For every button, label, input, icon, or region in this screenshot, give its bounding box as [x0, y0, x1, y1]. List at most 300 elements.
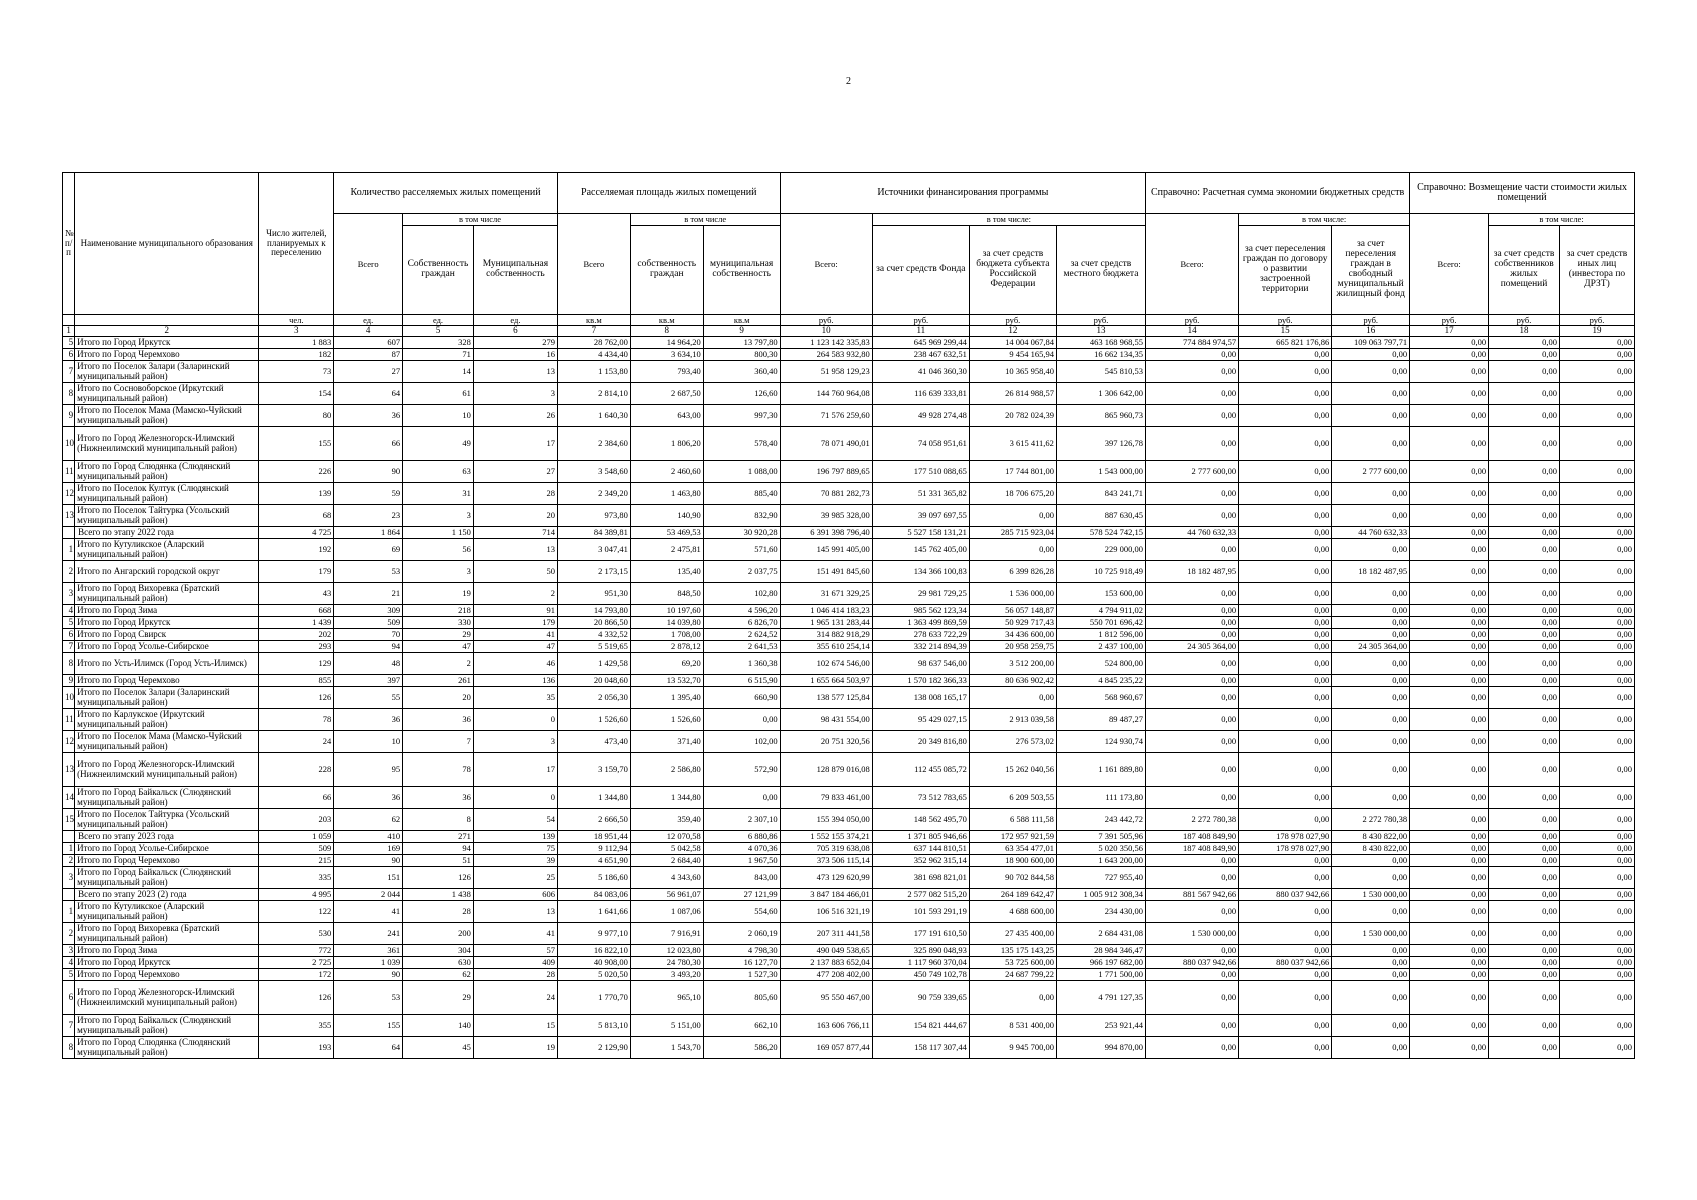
header-savings-total: Всего:	[1146, 214, 1239, 315]
value-cell: 78	[259, 709, 334, 731]
value-cell: 20	[473, 505, 557, 527]
value-cell: 0,00	[1410, 787, 1489, 809]
value-cell: 53 725 600,00	[969, 957, 1056, 969]
value-cell: 0,00	[1410, 427, 1489, 461]
value-cell: 0,00	[1559, 957, 1634, 969]
table-row	[63, 539, 1635, 561]
value-cell: 48	[334, 653, 403, 675]
value-cell: 18 182 487,95	[1332, 561, 1410, 583]
row-number: 10	[63, 687, 75, 709]
value-cell: 0,00	[1146, 1037, 1239, 1059]
value-cell: 2 814,10	[557, 383, 630, 405]
column-number: 9	[703, 326, 780, 337]
value-cell: 24	[473, 981, 557, 1015]
value-cell: 90 702 844,58	[969, 867, 1056, 889]
value-cell: 45	[403, 1037, 474, 1059]
value-cell: 14 793,80	[557, 605, 630, 617]
municipality-name: Итого по Город Зима	[75, 945, 259, 957]
value-cell: 0,00	[1489, 753, 1560, 787]
value-cell: 965,10	[630, 981, 703, 1015]
row-number: 4	[63, 605, 75, 617]
table-row	[63, 561, 1635, 583]
value-cell: 155	[259, 427, 334, 461]
value-cell: 172	[259, 969, 334, 981]
value-cell: 1 570 182 366,33	[872, 675, 969, 687]
value-cell: 0,00	[1146, 629, 1239, 641]
value-cell: 25	[473, 867, 557, 889]
value-cell: 607	[334, 337, 403, 349]
value-cell: 94	[403, 843, 474, 855]
value-cell: 463 168 968,55	[1056, 337, 1145, 349]
value-cell: 0,00	[1239, 383, 1332, 405]
value-cell: 109 063 797,71	[1332, 337, 1410, 349]
value-cell: 5 813,10	[557, 1015, 630, 1037]
value-cell: 4 798,30	[703, 945, 780, 957]
value-cell: 1 708,00	[630, 629, 703, 641]
row-number	[63, 527, 75, 539]
value-cell: 994 870,00	[1056, 1037, 1145, 1059]
value-cell: 106 516 321,19	[780, 901, 872, 923]
value-cell: 473,40	[557, 731, 630, 753]
value-cell: 0,00	[1559, 787, 1634, 809]
header-local-budget: за счет средств местного бюджета	[1056, 226, 1145, 315]
value-cell: 70	[334, 629, 403, 641]
header-count-total: Всего	[334, 214, 403, 315]
table-row	[63, 427, 1635, 461]
value-cell: 0,00	[1410, 981, 1489, 1015]
value-cell: 0,00	[1239, 923, 1332, 945]
value-cell: 0,00	[1332, 687, 1410, 709]
municipality-name: Итого по Сосновоборское (Иркутский муниципальный район)	[75, 383, 259, 405]
value-cell: 84 389,81	[557, 527, 630, 539]
value-cell: 200	[403, 923, 474, 945]
value-cell: 13	[473, 901, 557, 923]
row-number: 8	[63, 383, 75, 405]
value-cell: 0,00	[1239, 901, 1332, 923]
table-row	[63, 383, 1635, 405]
municipality-name: Итого по Город Байкальск (Слюдянский муниципальный район)	[75, 867, 259, 889]
value-cell: 0,00	[1146, 383, 1239, 405]
value-cell: 0,00	[1239, 653, 1332, 675]
value-cell: 264 189 642,47	[969, 889, 1056, 901]
value-cell: 71 576 259,60	[780, 405, 872, 427]
value-cell: 0,00	[1410, 605, 1489, 617]
value-cell: 241	[334, 923, 403, 945]
value-cell: 2 777 600,00	[1332, 461, 1410, 483]
value-cell: 0,00	[1410, 945, 1489, 957]
unit-cell: руб.	[1056, 315, 1145, 326]
value-cell: 3	[403, 505, 474, 527]
value-cell: 0,00	[1239, 539, 1332, 561]
value-cell: 55	[334, 687, 403, 709]
value-cell: 410	[334, 831, 403, 843]
value-cell: 0,00	[1410, 617, 1489, 629]
value-cell: 0,00	[1332, 753, 1410, 787]
value-cell: 0,00	[1146, 969, 1239, 981]
value-cell: 361	[334, 945, 403, 957]
value-cell: 0,00	[1489, 527, 1560, 539]
header-group-count: Количество расселяемых жилых помещений	[334, 173, 558, 214]
value-cell: 169 057 877,44	[780, 1037, 872, 1059]
unit-cell: чел.	[259, 315, 334, 326]
row-number	[63, 889, 75, 901]
row-number: 11	[63, 461, 75, 483]
value-cell: 660,90	[703, 687, 780, 709]
value-cell: 855	[259, 675, 334, 687]
value-cell: 1 643 200,00	[1056, 855, 1145, 867]
value-cell: 136	[473, 675, 557, 687]
value-cell: 148 562 495,70	[872, 809, 969, 831]
header-fund: за счет средств Фонда	[872, 226, 969, 315]
row-number: 11	[63, 709, 75, 731]
value-cell: 145 762 405,00	[872, 539, 969, 561]
value-cell: 102 674 546,00	[780, 653, 872, 675]
value-cell: 0,00	[1559, 809, 1634, 831]
value-cell: 0,00	[1489, 981, 1560, 1015]
value-cell: 0,00	[1239, 349, 1332, 361]
value-cell: 261	[403, 675, 474, 687]
value-cell: 0,00	[1146, 867, 1239, 889]
value-cell: 843 241,71	[1056, 483, 1145, 505]
value-cell: 2	[473, 583, 557, 605]
value-cell: 0,00	[1559, 831, 1634, 843]
value-cell: 8 430 822,00	[1332, 843, 1410, 855]
value-cell: 0,00	[1559, 461, 1634, 483]
value-cell: 0,00	[1239, 641, 1332, 653]
value-cell: 0,00	[703, 709, 780, 731]
value-cell: 0,00	[1410, 687, 1489, 709]
value-cell: 4 596,20	[703, 605, 780, 617]
municipality-name: Итого по Город Вихоревка (Братский муниципальный район)	[75, 583, 259, 605]
value-cell: 371,40	[630, 731, 703, 753]
value-cell: 0,00	[1410, 957, 1489, 969]
value-cell: 2 687,50	[630, 383, 703, 405]
value-cell: 1 429,58	[557, 653, 630, 675]
value-cell: 47	[473, 641, 557, 653]
row-number: 5	[63, 969, 75, 981]
table-row	[63, 787, 1635, 809]
row-number: 3	[63, 583, 75, 605]
value-cell: 0,00	[1559, 945, 1634, 957]
value-cell: 3 512 200,00	[969, 653, 1056, 675]
value-cell: 40 908,00	[557, 957, 630, 969]
value-cell: 2 307,10	[703, 809, 780, 831]
value-cell: 14 964,20	[630, 337, 703, 349]
table-row	[63, 855, 1635, 867]
value-cell: 0,00	[1410, 901, 1489, 923]
value-cell: 0,00	[1146, 945, 1239, 957]
value-cell: 95	[334, 753, 403, 787]
value-cell: 2 272 780,38	[1146, 809, 1239, 831]
value-cell: 793,40	[630, 361, 703, 383]
value-cell: 0,00	[1559, 981, 1634, 1015]
value-cell: 102,80	[703, 583, 780, 605]
value-cell: 1 543,70	[630, 1037, 703, 1059]
value-cell: 1 883	[259, 337, 334, 349]
value-cell: 0,00	[1410, 809, 1489, 831]
value-cell: 53	[334, 981, 403, 1015]
value-cell: 177 191 610,50	[872, 923, 969, 945]
value-cell: 0,00	[1410, 1015, 1489, 1037]
value-cell: 43	[259, 583, 334, 605]
value-cell: 1 770,70	[557, 981, 630, 1015]
value-cell: 0,00	[1332, 505, 1410, 527]
value-cell: 215	[259, 855, 334, 867]
value-cell: 0	[473, 709, 557, 731]
column-number: 5	[403, 326, 474, 337]
municipality-name: Итого по Город Черемхово	[75, 675, 259, 687]
value-cell: 140,90	[630, 505, 703, 527]
resettlement-table	[62, 172, 1635, 1059]
municipality-name: Итого по Усть-Илимск (Город Усть-Илимск)	[75, 653, 259, 675]
row-number: 7	[63, 641, 75, 653]
value-cell: 0,00	[1239, 981, 1332, 1015]
municipality-name: Итого по Город Зима	[75, 605, 259, 617]
value-cell: 0,00	[1239, 629, 1332, 641]
value-cell: 0,00	[1146, 427, 1239, 461]
value-cell: 352 962 315,14	[872, 855, 969, 867]
value-cell: 138 577 125,84	[780, 687, 872, 709]
table-row	[63, 641, 1635, 653]
value-cell: 2 129,90	[557, 1037, 630, 1059]
value-cell: 0,00	[1410, 653, 1489, 675]
value-cell: 0,00	[1410, 675, 1489, 687]
value-cell: 2 475,81	[630, 539, 703, 561]
value-cell: 41	[334, 901, 403, 923]
value-cell: 0,00	[1239, 483, 1332, 505]
municipality-name: Всего по этапу 2022 года	[75, 527, 259, 539]
value-cell: 0,00	[1239, 1015, 1332, 1037]
value-cell: 0,00	[1410, 889, 1489, 901]
value-cell: 95 550 467,00	[780, 981, 872, 1015]
header-other-funds: за счет средств иных лиц (инвестора по ДРЗТ)	[1559, 226, 1634, 315]
value-cell: 1 640,30	[557, 405, 630, 427]
municipality-name: Итого по Город Иркутск	[75, 957, 259, 969]
value-cell: 59	[334, 483, 403, 505]
municipality-name: Итого по Кутуликское (Аларский муниципальный район)	[75, 901, 259, 923]
row-number: 1	[63, 539, 75, 561]
unit-cell	[75, 315, 259, 326]
units-row	[63, 315, 1635, 326]
value-cell: 47	[403, 641, 474, 653]
value-cell: 0,00	[1559, 583, 1634, 605]
value-cell: 16 662 134,35	[1056, 349, 1145, 361]
municipality-name: Всего по этапу 2023 (2) года	[75, 889, 259, 901]
unit-cell: ед.	[334, 315, 403, 326]
value-cell: 2 044	[334, 889, 403, 901]
value-cell: 0,00	[1410, 349, 1489, 361]
value-cell: 1 306 642,00	[1056, 383, 1145, 405]
value-cell: 0,00	[1410, 527, 1489, 539]
value-cell: 0,00	[1489, 855, 1560, 867]
value-cell: 0,00	[969, 505, 1056, 527]
value-cell: 1 463,80	[630, 483, 703, 505]
value-cell: 192	[259, 539, 334, 561]
value-cell: 18 951,44	[557, 831, 630, 843]
value-cell: 1 344,80	[630, 787, 703, 809]
value-cell: 997,30	[703, 405, 780, 427]
value-cell: 1 088,00	[703, 461, 780, 483]
value-cell: 28 762,00	[557, 337, 630, 349]
table-row	[63, 809, 1635, 831]
value-cell: 0,00	[1559, 923, 1634, 945]
value-cell: 325 890 048,93	[872, 945, 969, 957]
unit-cell	[63, 315, 75, 326]
value-cell: 177 510 088,65	[872, 461, 969, 483]
row-number: 6	[63, 629, 75, 641]
column-number: 15	[1239, 326, 1332, 337]
header-no: № п/п	[63, 173, 75, 315]
page-number: 2	[846, 76, 851, 87]
value-cell: 18 900 600,00	[969, 855, 1056, 867]
value-cell: 95 429 027,15	[872, 709, 969, 731]
value-cell: 0,00	[1332, 653, 1410, 675]
value-cell: 293	[259, 641, 334, 653]
value-cell: 49	[403, 427, 474, 461]
municipality-name: Итого по Город Черемхово	[75, 855, 259, 867]
value-cell: 0,00	[1489, 675, 1560, 687]
value-cell: 0,00	[1559, 337, 1634, 349]
unit-cell: ед.	[473, 315, 557, 326]
value-cell: 66	[259, 787, 334, 809]
value-cell: 714	[473, 527, 557, 539]
value-cell: 41	[473, 629, 557, 641]
value-cell: 1 087,06	[630, 901, 703, 923]
row-number: 6	[63, 349, 75, 361]
value-cell: 0,00	[1239, 427, 1332, 461]
value-cell: 0,00	[1489, 583, 1560, 605]
value-cell: 843,00	[703, 867, 780, 889]
value-cell: 1 395,40	[630, 687, 703, 709]
value-cell: 218	[403, 605, 474, 617]
value-cell: 0,00	[1489, 731, 1560, 753]
value-cell: 202	[259, 629, 334, 641]
column-number: 12	[969, 326, 1056, 337]
value-cell: 4 794 911,02	[1056, 605, 1145, 617]
value-cell: 139	[259, 483, 334, 505]
value-cell: 2 349,20	[557, 483, 630, 505]
municipality-name: Итого по Поселок Тайтурка (Усольский муниципальный район)	[75, 809, 259, 831]
value-cell: 126,60	[703, 383, 780, 405]
value-cell: 1 552 155 374,21	[780, 831, 872, 843]
header-count-municipal: Муниципальная собственность	[473, 226, 557, 315]
value-cell: 1 967,50	[703, 855, 780, 867]
value-cell: 0,00	[1239, 527, 1332, 539]
value-cell: 6 391 398 796,40	[780, 527, 872, 539]
value-cell: 0,00	[1559, 753, 1634, 787]
table-row	[63, 969, 1635, 981]
value-cell: 0,00	[1489, 787, 1560, 809]
column-number: 3	[259, 326, 334, 337]
value-cell: 10	[334, 731, 403, 753]
value-cell: 28	[473, 483, 557, 505]
value-cell: 112 455 085,72	[872, 753, 969, 787]
value-cell: 116 639 333,81	[872, 383, 969, 405]
value-cell: 1 344,80	[557, 787, 630, 809]
value-cell: 74 058 951,61	[872, 427, 969, 461]
value-cell: 178 978 027,90	[1239, 843, 1332, 855]
municipality-name: Всего по этапу 2023 года	[75, 831, 259, 843]
value-cell: 203	[259, 809, 334, 831]
row-number: 4	[63, 957, 75, 969]
municipality-name: Итого по Город Иркутск	[75, 617, 259, 629]
value-cell: 135 175 143,25	[969, 945, 1056, 957]
value-cell: 169	[334, 843, 403, 855]
value-cell: 187 408 849,90	[1146, 831, 1239, 843]
value-cell: 158 117 307,44	[872, 1037, 969, 1059]
row-number: 3	[63, 867, 75, 889]
header-area-municipal: муниципальная собственность	[703, 226, 780, 315]
header-count-incl: в том числе	[403, 214, 558, 226]
value-cell: 7 391 505,96	[1056, 831, 1145, 843]
value-cell: 49 928 274,48	[872, 405, 969, 427]
table-row	[63, 981, 1635, 1015]
header-finance-incl: в том числе:	[872, 214, 1145, 226]
row-number: 5	[63, 337, 75, 349]
value-cell: 39 097 697,55	[872, 505, 969, 527]
value-cell: 0,00	[1410, 923, 1489, 945]
value-cell: 578,40	[703, 427, 780, 461]
value-cell: 145 991 405,00	[780, 539, 872, 561]
value-cell: 0,00	[1146, 349, 1239, 361]
unit-cell: руб.	[969, 315, 1056, 326]
value-cell: 865 960,73	[1056, 405, 1145, 427]
column-number: 16	[1332, 326, 1410, 337]
value-cell: 20 751 320,56	[780, 731, 872, 753]
value-cell: 568 960,67	[1056, 687, 1145, 709]
value-cell: 10 725 918,49	[1056, 561, 1145, 583]
table-row	[63, 1015, 1635, 1037]
value-cell: 73	[259, 361, 334, 383]
unit-cell: руб.	[1489, 315, 1560, 326]
value-cell: 1 161 889,80	[1056, 753, 1145, 787]
value-cell: 630	[403, 957, 474, 969]
header-name: Наименование муниципального образования	[75, 173, 259, 315]
column-number: 4	[334, 326, 403, 337]
value-cell: 397	[334, 675, 403, 687]
value-cell: 9 977,10	[557, 923, 630, 945]
value-cell: 1 530 000,00	[1146, 923, 1239, 945]
value-cell: 8	[403, 809, 474, 831]
row-number: 1	[63, 901, 75, 923]
column-number: 14	[1146, 326, 1239, 337]
value-cell: 0,00	[1489, 539, 1560, 561]
value-cell: 16 127,70	[703, 957, 780, 969]
value-cell: 14 004 067,84	[969, 337, 1056, 349]
value-cell: 0,00	[1559, 641, 1634, 653]
value-cell: 1 530 000,00	[1332, 923, 1410, 945]
value-cell: 91	[473, 605, 557, 617]
value-cell: 243 442,72	[1056, 809, 1145, 831]
value-cell: 154	[259, 383, 334, 405]
value-cell: 62	[403, 969, 474, 981]
value-cell: 0,00	[969, 687, 1056, 709]
value-cell: 1 363 499 869,59	[872, 617, 969, 629]
value-cell: 0,00	[1239, 787, 1332, 809]
value-cell: 56 961,07	[630, 889, 703, 901]
table-row	[63, 505, 1635, 527]
value-cell: 0,00	[1559, 731, 1634, 753]
value-cell: 355	[259, 1015, 334, 1037]
value-cell: 0,00	[1489, 1015, 1560, 1037]
value-cell: 20 349 816,80	[872, 731, 969, 753]
value-cell: 1 530 000,00	[1332, 889, 1410, 901]
value-cell: 0,00	[1146, 787, 1239, 809]
value-cell: 6 515,90	[703, 675, 780, 687]
value-cell: 0,00	[1410, 539, 1489, 561]
value-cell: 23	[334, 505, 403, 527]
value-cell: 985 562 123,34	[872, 605, 969, 617]
